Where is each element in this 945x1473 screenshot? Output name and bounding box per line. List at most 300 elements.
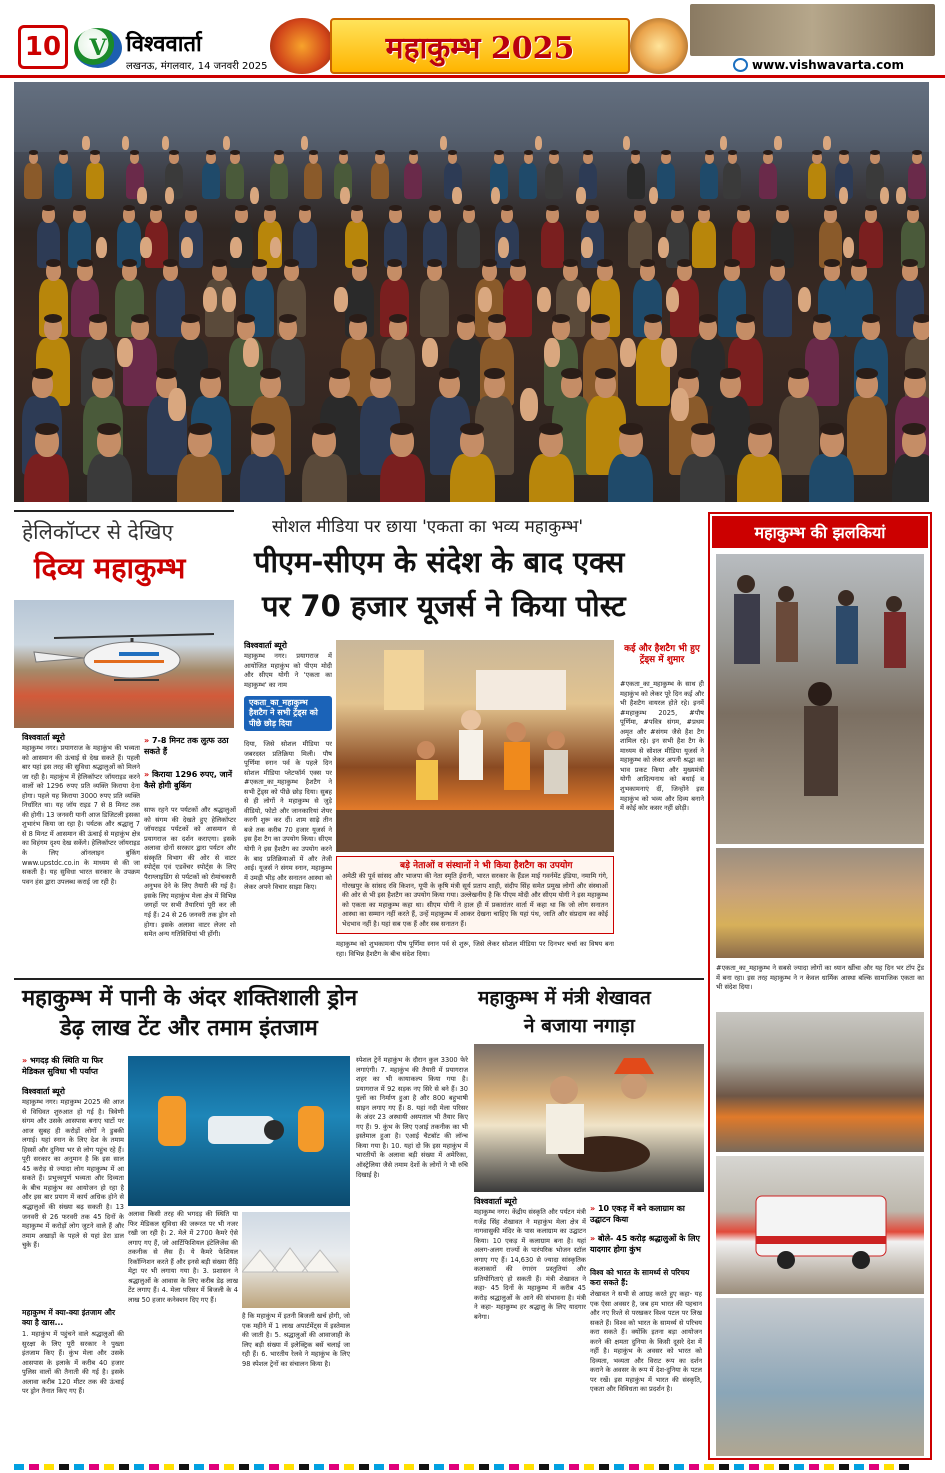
crowd-figure xyxy=(809,454,854,502)
crowd-hair xyxy=(640,259,655,267)
raised-hand xyxy=(243,338,259,367)
crowd-hair xyxy=(820,423,844,435)
crowd-hair xyxy=(488,314,506,323)
colour-swatch xyxy=(554,1464,564,1470)
crowd-hair xyxy=(212,259,227,267)
crowd-hair xyxy=(90,150,100,155)
crowd-hair xyxy=(349,314,367,323)
raised-hand xyxy=(165,187,174,204)
raised-hand xyxy=(301,136,308,149)
crowd-figure xyxy=(737,454,782,502)
shekhawat-headline-line1: महाकुम्भ में मंत्री शेखावत xyxy=(478,987,651,1009)
crowd-hair xyxy=(907,205,919,211)
colour-swatch xyxy=(824,1464,834,1470)
crowd-hair xyxy=(720,368,741,379)
crowd-hair xyxy=(677,259,692,267)
heli-headline: हेलिकॉप्टर से देखिए xyxy=(22,520,174,544)
crowd-hair xyxy=(482,259,497,267)
raised-hand xyxy=(270,237,282,258)
raised-hand xyxy=(581,237,593,258)
raised-hand xyxy=(823,136,830,149)
crowd-hair xyxy=(351,205,363,211)
raised-hand xyxy=(168,388,186,421)
crowd-hair xyxy=(59,150,69,155)
crowd-figure xyxy=(87,454,132,502)
leaders-box-title: बड़े नेताओं व संस्थानों ने भी किया हैशटैग का उपयोग xyxy=(400,861,573,871)
crowd-figure xyxy=(24,163,42,199)
crowd-hair xyxy=(329,368,350,379)
main-crowd-photo xyxy=(14,82,929,502)
crowd-hair xyxy=(913,314,929,323)
crowd-hair xyxy=(862,314,880,323)
tents-photo xyxy=(242,1212,350,1308)
crowd-hair xyxy=(678,368,699,379)
colour-swatch xyxy=(224,1464,234,1470)
crowd-hair xyxy=(619,423,643,435)
drone-icon xyxy=(128,1056,350,1206)
raised-hand xyxy=(520,388,538,421)
helicopter-icon xyxy=(14,600,234,728)
crowd-figure xyxy=(371,163,389,199)
crowd-figure xyxy=(404,163,422,199)
crowd-figure xyxy=(86,163,104,199)
raised-hand xyxy=(843,237,855,258)
raised-hand xyxy=(203,287,217,312)
crowd-hair xyxy=(29,150,39,155)
tent-icon xyxy=(242,1212,350,1308)
crowd-hair xyxy=(260,368,281,379)
social-headline-line1: पीएम-सीएम के संदेश के बाद एक्स xyxy=(254,545,625,579)
crowd-figure xyxy=(759,163,777,199)
crowd-hair xyxy=(235,205,247,211)
crowd-hair xyxy=(299,205,311,211)
crowd-hair xyxy=(671,205,683,211)
crowd-hair xyxy=(856,368,877,379)
crowd-hair xyxy=(339,150,349,155)
crowd-hair xyxy=(865,205,877,211)
colour-swatch xyxy=(104,1464,114,1470)
crowd-hair xyxy=(375,150,385,155)
crowd-hair xyxy=(251,423,275,435)
colour-swatch xyxy=(89,1464,99,1470)
crowd-figure xyxy=(24,454,69,502)
divider xyxy=(14,510,234,512)
drone-body-5: स्पेशल ट्रेनें महाकुंभ के दौरान कुल 3300 फेरे लगाएंगी। 7. महाकुंभ की तैयारी में प्रयागराज शहर का भी कायाकल्प किया गया है। प्रयागराज में 92 सड़क नए सिरे से बने हैं। 30 पुलों का निर्माण हुआ है और 800 बहुभाषी साइन लगाए गए हैं। 8. यहां नदी मेला परिसर के अंदर 23 अस्थायी अस्पताल भी तैयार किए गए हैं। 9. कुंभ के लिए एआई तकनीक का भी इस्तेमाल हुआ है। एआई चैटबॉट की लॉन्च किया गया है। 10. यहां दो कि इस महाकुंभ में भारतीयों के अलावा बड़ी संख्या में अमेरिका, ऑस्ट्रेलिया जैसे तमाम देशों के लोगों ने भी रुचि दिखाई है। xyxy=(356,1056,468,1179)
crowd-figure xyxy=(700,163,718,199)
crowd-hair xyxy=(188,423,212,435)
crowd-figure xyxy=(608,454,653,502)
raised-hand xyxy=(577,287,591,312)
crowd-hair xyxy=(737,205,749,211)
colour-swatch xyxy=(809,1464,819,1470)
crowd-hair xyxy=(813,314,831,323)
crowd-hair xyxy=(591,314,609,323)
colour-swatch xyxy=(614,1464,624,1470)
shekhawat-headline-line2: ने बजाया नगाड़ा xyxy=(524,1015,635,1037)
raised-hand xyxy=(422,338,438,367)
raised-hand xyxy=(478,287,492,312)
crowd-hair xyxy=(912,150,922,155)
crowd-hair xyxy=(561,368,582,379)
underwater-drone-photo xyxy=(128,1056,350,1206)
crowd-hair xyxy=(44,314,62,323)
crowd-hair xyxy=(824,259,839,267)
crowd-hair xyxy=(595,368,616,379)
raised-hand xyxy=(440,136,447,149)
crowd-hair xyxy=(279,314,297,323)
colour-swatch xyxy=(764,1464,774,1470)
colour-swatch xyxy=(524,1464,534,1470)
crowd-hair xyxy=(35,423,59,435)
crowd-hair xyxy=(390,423,414,435)
colour-swatch xyxy=(794,1464,804,1470)
colour-swatch xyxy=(149,1464,159,1470)
colour-swatch xyxy=(164,1464,174,1470)
colour-swatch xyxy=(539,1464,549,1470)
crowd-hair xyxy=(524,150,534,155)
divider xyxy=(14,978,704,980)
raised-hand xyxy=(181,237,193,258)
shekhawat-point-1: » 10 एकड़ में बने कलाग्राम का उद्घाटन किया xyxy=(590,1204,702,1226)
crowd-figure xyxy=(54,163,72,199)
crowd-hair xyxy=(699,314,717,323)
colour-swatch xyxy=(44,1464,54,1470)
glimpse-photo-2 xyxy=(716,848,924,958)
colour-swatch xyxy=(74,1464,84,1470)
crowd-figure xyxy=(545,163,563,199)
raised-hand xyxy=(222,287,236,312)
heli-body-2: साफ रहने पर पर्यटकों और श्रद्धालुओं को संगम की देखते हुए हेलिकॉप्टर जॉयराइड पर्यटकों को आसमान से प्रयागराज का दर्शन कराएगा। इसके अलावा दोनों सरकार द्वारा पर्यटन और संस्कृति विभाग की ओर से वाटर स्पोर्ट्स एवं एडवेंचर स्पोर्ट्स के लिए पैराग्लाइडिंग से पर्यटकों को रोमांचकारी अनुभव देने के लिए तैयारी की गई है। इसके लिए महाकुंभ मेला क्षेत्र में विभिन्न जगहों पर सभी तैयारियां पूरी कर ली गई हैं। 24 से 26 जनवरी तक ड्रोन शो होगा। इसके अलावा वाटर लेजर शो समेत अन्य गतिविधियां भी होंगी। xyxy=(144,806,236,939)
crowd-hair xyxy=(389,314,407,323)
crowd-figure xyxy=(680,454,725,502)
crowd-figure xyxy=(270,163,288,199)
colour-swatch xyxy=(329,1464,339,1470)
crowd-hair xyxy=(122,259,137,267)
colour-swatch xyxy=(404,1464,414,1470)
crowd-hair xyxy=(902,259,917,267)
crowd-hair xyxy=(439,368,460,379)
raised-hand xyxy=(223,136,230,149)
crowd-figure xyxy=(519,163,537,199)
crowd-hair xyxy=(427,259,442,267)
drone-body-1: महाकुम्भ नगर। महाकुम्भ 2025 की आज से विधिवत शुरुआत हो गई है। त्रिवेणी संगम और उसके आसपास बनाए घाटों पर आज सुबह ही करोड़ों लोगों ने डुबकी लगाई। यहां स्नान के लिए देश के तमाम हिस्सों और दुनिया भर से लोग पहुंच रहे हैं। पूरी सरकार का अनुमान है कि इस साल 45 करोड़ से ज्यादा लोग महाकुम्भ में आ सकते हैं। प्रभुत्त्वपूर्ण भव्यता और दिव्यता के बीच महाकुंभ का आयोजन हो रहा है और इस बार प्रयाग में कार्य अधिक होने से श्रद्धालुओं की संख्या बढ़ सकती है। 13 जनवरी से 26 फरवरी तक 45 दिनों के महाकुम्भ में करोड़ों लोग जुटने वाले हैं और तमाम अखाड़ों के पहले से यहां डेरा डाल चुके हैं। xyxy=(22,1098,124,1250)
raised-hand xyxy=(82,136,89,149)
raised-hand xyxy=(896,187,905,204)
colour-swatch xyxy=(374,1464,384,1470)
crowd-figure xyxy=(202,163,220,199)
crowd-hair xyxy=(32,368,53,379)
raised-hand xyxy=(623,136,630,149)
colour-swatch xyxy=(209,1464,219,1470)
globe-icon xyxy=(733,58,748,72)
raised-hand xyxy=(491,187,500,204)
raised-hand xyxy=(117,338,133,367)
crowd-figure xyxy=(627,163,645,199)
colour-swatch xyxy=(239,1464,249,1470)
print-colour-bar xyxy=(14,1464,914,1470)
crowd-hair xyxy=(264,205,276,211)
raised-hand xyxy=(250,187,259,204)
glimpse-caption: #एकता_का_महाकुम्भ ने सबसे ज्यादा लोगों का ध्यान खींचा और यह दिन भर टॉप ट्रेंड में बना रहा। इस तरह महाकुम्भ ने न केवल धार्मिक आस्था बल्कि सामाजिक एकता का भी संदेश दिया। xyxy=(716,964,924,992)
heli-headline-red: दिव्य महाकुम्भ xyxy=(34,551,186,585)
crowd-hair xyxy=(698,205,710,211)
crowd-hair xyxy=(73,205,85,211)
heli-byline: विश्ववार्ता ब्यूरो xyxy=(22,733,65,742)
crowd-hair xyxy=(312,423,336,435)
glimpse-photo-1-figures xyxy=(716,554,924,844)
saint-medallion-image xyxy=(630,18,688,74)
crowd-hair xyxy=(387,259,402,267)
crowd-hair xyxy=(169,150,179,155)
colour-swatch xyxy=(179,1464,189,1470)
colour-swatch xyxy=(314,1464,324,1470)
website-url[interactable]: www.vishwavarta.com xyxy=(752,58,904,72)
crowd-hair xyxy=(230,150,240,155)
colour-swatch xyxy=(284,1464,294,1470)
crowd-hair xyxy=(484,368,505,379)
heli-body: महाकुम्भ नगर। प्रयागराज के महाकुंभ की भव्यता को आसमान की ऊंचाई से देख सकते हैं। पहली बार यहां इस तरह की सुविधा श्रद्धालुओं को मिलने जा रही है। महाकुंभ में हेलिकॉप्टर जॉयराइड करने वालों को 1296 रुपए प्रति व्यक्ति किराया देना होगा। पहले यह किराया 3000 रुपए प्रति व्यक्ति निर्धारित था। यह जॉय राइड 7 से 8 मिनट तक की होगी। 13 जनवरी यानी आज डिजिटली इसका शुभारंभ किया जा रहा है। पर्यटक और श्रद्धालु 7 से 8 मिनट में आसमान की ऊंचाई से महाकुंभ क्षेत्र का विहंगम दृश्य देख सकेंगे। हेलिकॉप्टर जॉयराइड के लिए ऑनलाइन बुकिंग www.upstdc.co.in के माध्यम से की जा सकती है। यह सुविधा भारत सरकार के उपक्रम पवन हंस द्वारा उपलब्ध कराई जा रही है। xyxy=(22,744,140,886)
drone-subhead: महाकुम्भ में क्या-क्या इंतजाम और क्या है खास... xyxy=(22,1308,116,1327)
colour-swatch xyxy=(869,1464,879,1470)
crowd-hair xyxy=(661,150,671,155)
colour-swatch xyxy=(464,1464,474,1470)
raised-hand xyxy=(498,237,510,258)
crowd-hair xyxy=(42,205,54,211)
colour-swatch xyxy=(479,1464,489,1470)
raised-hand xyxy=(340,187,349,204)
colour-swatch xyxy=(59,1464,69,1470)
crowd-hair xyxy=(691,423,715,435)
glimpse-photo-5 xyxy=(716,1298,924,1456)
raised-hand xyxy=(122,136,129,149)
nagada-drum-icon xyxy=(474,1044,704,1192)
drone-point: » भगदड़ की स्थिति या फिर मेडिकल सुविधा भी पर्याप्त xyxy=(22,1056,122,1078)
colour-swatch xyxy=(419,1464,429,1470)
raised-hand xyxy=(452,187,461,204)
colour-swatch xyxy=(569,1464,579,1470)
crowd-figure xyxy=(541,221,564,268)
crowd-figure xyxy=(808,163,826,199)
crowd-figure xyxy=(763,279,792,337)
crowd-hair xyxy=(77,259,92,267)
crowd-hair xyxy=(429,205,441,211)
social-bottom-text: महाकुम्भ को शुभकामना पौष पूर्णिमा स्नान पर्व से शुरू, जिसे लेकर सोशल मीडिया पर दिनभर चर्चा का विषय बना रहा। विभिन्न हैशटैग के बीच संदेश दिया। xyxy=(336,940,614,958)
colour-swatch xyxy=(629,1464,639,1470)
crowd-hair xyxy=(634,205,646,211)
crowd-figure xyxy=(692,221,715,268)
crowd-hair xyxy=(494,150,504,155)
raised-hand xyxy=(140,237,152,258)
raised-hand xyxy=(96,237,108,258)
heli-point-1: » 7-8 मिनट तक लुत्फ उठा सकते हैं xyxy=(144,736,236,758)
colour-swatch xyxy=(509,1464,519,1470)
colour-swatch xyxy=(254,1464,264,1470)
crowd-hair xyxy=(237,314,255,323)
crowd-hair xyxy=(870,150,880,155)
crowd-hair xyxy=(748,423,772,435)
social-headline-line2: पर 70 हजार यूजर्स ने किया पोस्ट xyxy=(262,589,626,623)
shekhawat-point-2: » बोले- 45 करोड़ श्रद्धालुओं के लिए यादगार होगा कुंभ xyxy=(590,1234,702,1256)
leaders-photo xyxy=(336,640,614,852)
colour-swatch xyxy=(449,1464,459,1470)
crowd-figure xyxy=(380,454,425,502)
colour-swatch xyxy=(194,1464,204,1470)
colour-swatch xyxy=(269,1464,279,1470)
crowd-figure xyxy=(657,163,675,199)
crowd-hair xyxy=(904,368,925,379)
social-kicker: सोशल मीडिया पर छाया 'एकता का भव्य महाकुम्भ' xyxy=(272,517,584,537)
crowd-hair xyxy=(583,150,593,155)
drone-headline-line2: डेढ़ लाख टेंट और तमाम इंतजाम xyxy=(60,1016,318,1041)
crowd-hair xyxy=(705,150,715,155)
crowd-hair xyxy=(501,205,513,211)
glimpse-photo-1 xyxy=(716,554,924,844)
crowd-hair xyxy=(185,205,197,211)
raised-hand xyxy=(649,187,658,204)
shekhawat-body-2: शेखावत ने सभी से आग्रह करते हुए कहा- यह एक ऐसा अवसर है, जब हम भारत की पहचान और नए रिश्ते से परखकर विश्व पटल पर लिख सकते हैं। विश्व को भारत के सामर्थ्य से परिचय करा सकते हैं। क्योंकि इतना बड़ा आयोजन करने की क्षमता दुनिया के किसी दूसरे देश में नहीं है। महाकुंभ के अवसर को भारत को दिव्यता, भव्यता और विराट रूप का दर्शन कराने के अवसर के रूप में देश-दुनिया के पटल पर रखें। इस महाकुंभ में भारत की संस्कृति, एकता और विविधता का प्रदर्शन है। xyxy=(590,1290,702,1394)
colour-swatch xyxy=(704,1464,714,1470)
crowd-figure xyxy=(240,454,285,502)
crowd-hair xyxy=(370,368,391,379)
crowd-hair xyxy=(131,314,149,323)
crowd-figure xyxy=(177,454,222,502)
crowd-hair xyxy=(510,259,525,267)
crowd-hair xyxy=(252,259,267,267)
shekhawat-byline: विश्ववार्ता ब्यूरो xyxy=(474,1197,517,1206)
crowd-figure xyxy=(529,454,574,502)
raised-hand xyxy=(658,237,670,258)
page-number: 10 xyxy=(18,25,68,69)
crowd-figure xyxy=(304,163,322,199)
colour-swatch xyxy=(689,1464,699,1470)
crowd-hair xyxy=(123,205,135,211)
colour-swatch xyxy=(899,1464,909,1470)
crowd-hair xyxy=(824,205,836,211)
crowd-hair xyxy=(539,423,563,435)
colour-swatch xyxy=(359,1464,369,1470)
crowd-hair xyxy=(839,150,849,155)
drone-headline-line1: महाकुम्भ में पानी के अंदर शक्तिशाली ड्रोन xyxy=(22,986,358,1011)
crowd-hair xyxy=(181,314,199,323)
crowd-hair xyxy=(92,368,113,379)
raised-hand xyxy=(666,287,680,312)
raised-hand xyxy=(720,136,727,149)
trend-body: #एकता_का_महाकुम्भ के साथ ही महाकुंभ को लेकर पूरे दिन कई और भी हैशटैग वायरल होते रहे। इनमें #महाकुम्भ 2025, #पौष पूर्णिमा, #पवित्र संगम, #प्रथम अमृत और #संगम जैसे हैश टैग शामिल रहे। इन सभी हैश टैग के माध्यम से सोशल मीडिया यूजर्स ने महाकुम्भ को लेकर अपनी श्रद्धा का भाव प्रकट किया और मुख्यमंत्री योगी आदित्यनाथ को बधाई व शुभकामनाएं दीं, जिन्होंने इस महाकुंभ को भव्य और दिव्य बनाने में कोई कोर कसर नहीं छोड़ी। xyxy=(620,680,704,813)
crowd-hair xyxy=(644,314,662,323)
crowd-hair xyxy=(206,150,216,155)
colour-swatch xyxy=(674,1464,684,1470)
crowd-hair xyxy=(163,259,178,267)
crowd-hair xyxy=(724,259,739,267)
crowd-hair xyxy=(597,259,612,267)
crowd-hair xyxy=(309,150,319,155)
colour-swatch xyxy=(854,1464,864,1470)
crowd-figure xyxy=(847,396,887,475)
helicopter-photo xyxy=(14,600,234,728)
colour-swatch xyxy=(14,1464,24,1470)
raised-hand xyxy=(334,287,348,312)
colour-swatch xyxy=(299,1464,309,1470)
crowd-figure xyxy=(908,163,926,199)
brand-name: विश्ववार्ता xyxy=(126,32,202,57)
section-title: महाकुम्भ 2025 xyxy=(330,18,630,74)
crowd-hair xyxy=(776,205,788,211)
social-highlight-pill: एकता_का_महाकुम्भ हैशटैग ने सभी ट्रेंड्स को पीछे छोड़ दिया xyxy=(244,696,332,731)
crowd-hair xyxy=(549,150,559,155)
colour-swatch xyxy=(119,1464,129,1470)
drone-body-4: है कि महाकुंभ में इतनी बिजली खर्च होगी, जो एक महीने में 1 लाख अपार्टमेंट्स में इस्तेमाल की जाती है। 5. श्रद्धालुओं की आवाजाही के लिए बड़ी संख्या में इलेक्ट्रिक बसें चलाई जा रही हैं। 6. भारतीय रेलवे ने महाकुंभ के लिए 98 स्पेशल ट्रेनों का संचालन किया है। xyxy=(242,1312,350,1368)
crowd-figure xyxy=(503,279,532,337)
crowd-hair xyxy=(902,423,926,435)
crowd-hair xyxy=(97,423,121,435)
crowd-hair xyxy=(46,259,61,267)
drone-body-3: अलावा किसी तरह की भगदड़ की स्थिति या फिर मेडिकल सुविधा की जरूरत पर भी नजर रखी जा रही है। 2. मेले में 2700 कैमरे ऐसे लगाए गए हैं, जो आर्टिफिशियल इंटेलिजेंस की तकनीक से लैस हैं। ये कैमरे फेशियल रिकॉग्निशन करते हैं और इनसे बड़ी संख्या रीड़ि मेट्रा पर भी लगाया गया है। 3. प्रशासन ने श्रद्धालुओं के आवास के लिए करीब डेढ़ लाख टेंट लगाए हैं। 4. मेला परिसर में बिजली के 4 लाख 50 हजार कनेक्शन दिए गए हैं। xyxy=(128,1210,238,1304)
raised-hand xyxy=(537,287,551,312)
leaders-box-body: अमेठी की पूर्व सांसद और भाजपा की नेता स्मृति ईरानी, भारत सरकार के हैंडल माई गवर्नमेंट इंडिया, नमामि गंगे, गोरखपुर के सांसद रवि किशन, यूपी के कृषि मंत्री सूर्य प्रताप शाही, संदीप सिंह समेत प्रमुख लोगों और संस्थाओं की ओर से भी इस हैशटैग का उपयोग किया गया। उल्लेखनीय है कि पीएम मोदी और सीएम योगी ने इस महाकुम्भ को एकता का महाकुम्भ कहा था। सीएम योगी ने हाल ही में प्रकारांतर वार्ता में कहा था कि जो लोग सनातन आस्था का सम्मान नहीं करते हैं, उन्हें महाकुम्भ में आकर देखना चाहिए कि यहां पंथ, जाति और संप्रदाय का कोई भेदभाव नहीं है। यहां सब एक हैं और सब सनातन हैं। xyxy=(342,872,608,928)
crowd-hair xyxy=(457,314,475,323)
crowd-figure xyxy=(457,221,480,268)
raised-hand xyxy=(839,187,848,204)
deity-medallion-image xyxy=(270,18,334,74)
crowd-hair xyxy=(728,150,738,155)
social-body: दिया, जिसे सोशल मीडिया पर जबरदस्त प्रतिक्रिया मिली। पौष पूर्णिमा स्नान पर्व के पहले दिन सोशल मीडिया प्लेटफॉर्म एक्स पर #एकता_का_महाकुम्भ हैशटैग ने सभी ट्रेंड्स को पीछे छोड़ दिया। सुबह से ही लोगों ने महाकुम्भ से जुड़े वीडियो, फोटो और जानकारियां शेयर करनी शुरू कर दीं। शाम साढ़े तीन बजे तक करीब 70 हजार यूजर्स ने इस हैश टैग का उपयोग किया। सीएम योगी ने इस हैशटैग का उपयोग करने के बाद प्रतिक्रियाओं में और तेजी आई। यूजर्स ने संगम स्नान, महाकुम्भ में उमड़ी भीड़ और सनातन आस्था को लेकर अपने विचार साझा किए। xyxy=(244,740,332,892)
crowd-figure xyxy=(723,163,741,199)
glimpse-photo-4 xyxy=(716,1156,924,1294)
crowd-hair xyxy=(200,368,221,379)
leaders-photo-figures xyxy=(336,640,614,852)
crowd-hair xyxy=(284,259,299,267)
crowd-hair xyxy=(770,259,785,267)
ambulance-icon xyxy=(716,1156,924,1294)
crowd-hair xyxy=(409,150,419,155)
drone-byline: विश्ववार्ता ब्यूरो xyxy=(22,1087,65,1096)
crowd-hair xyxy=(463,205,475,211)
colour-swatch xyxy=(389,1464,399,1470)
shekhawat-subhead: विश्व को भारत के सामर्थ्य से परिचय करा सकते हैं: xyxy=(590,1268,690,1287)
raised-hand xyxy=(230,237,242,258)
raised-hand xyxy=(880,187,889,204)
drone-body-2: 1. महाकुंभ में पहुंचने वाले श्रद्धालुओं की सुरक्षा के लिए पूरी सरकार ने पुख्ता इंतजाम किए हैं। कुंभ मेला और उसके आसपास के इलाके में करीब 40 हजार पुलिस वालों की तैनाती की गई है। इसके अलावा करीब 120 मीटर तक की ऊंचाई पर ड्रोन तैनात किए गए हैं। xyxy=(22,1330,124,1396)
colour-swatch xyxy=(599,1464,609,1470)
colour-swatch xyxy=(494,1464,504,1470)
raised-hand xyxy=(661,338,677,367)
crowd-hair xyxy=(460,423,484,435)
colour-swatch xyxy=(584,1464,594,1470)
crowd-hair xyxy=(736,314,754,323)
colour-swatch xyxy=(749,1464,759,1470)
colour-swatch xyxy=(434,1464,444,1470)
crowd-hair xyxy=(788,368,809,379)
social-byline: विश्ववार्ता ब्यूरो xyxy=(244,641,287,650)
shekhawat-photo xyxy=(474,1044,704,1192)
crowd-figure xyxy=(226,163,244,199)
crowd-hair xyxy=(546,205,558,211)
crowd-hair xyxy=(389,205,401,211)
masthead-crowd-image xyxy=(690,4,935,56)
raised-hand xyxy=(137,187,146,204)
crowd-hair xyxy=(156,368,177,379)
colour-swatch xyxy=(719,1464,729,1470)
crowd-figure xyxy=(892,454,929,502)
raised-hand xyxy=(162,136,169,149)
vishwavarta-logo: V xyxy=(74,28,122,68)
raised-hand xyxy=(544,338,560,367)
crowd-hair xyxy=(812,150,822,155)
crowd-hair xyxy=(89,314,107,323)
colour-swatch xyxy=(734,1464,744,1470)
raised-hand xyxy=(620,338,636,367)
colour-swatch xyxy=(659,1464,669,1470)
